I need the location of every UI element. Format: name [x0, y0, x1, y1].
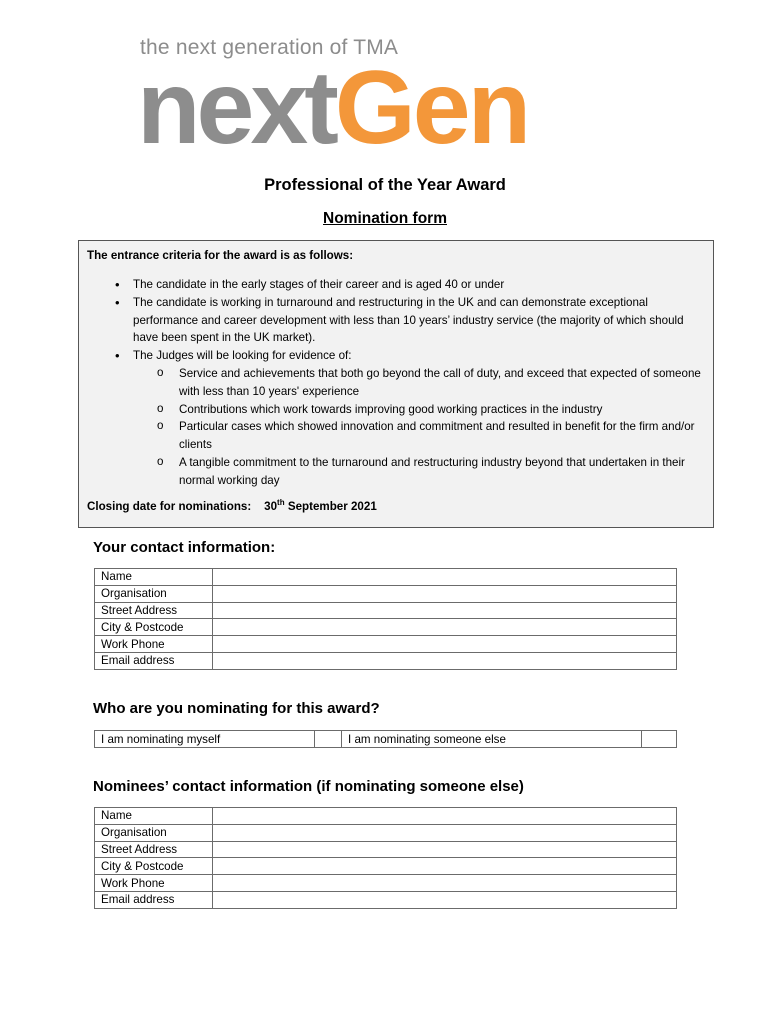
nominee-email-input[interactable]: [213, 891, 677, 908]
field-label: Email address: [95, 891, 213, 908]
evidence-item: o Particular cases which showed innovation and commitment and resulted in benefit for the firm and/or clients: [179, 418, 708, 454]
logo-wordmark: [137, 50, 529, 166]
criteria-item-text: The Judges will be looking for evidence of:: [133, 349, 352, 363]
nominee-organisation-input[interactable]: [213, 824, 677, 841]
contact-organisation-input[interactable]: [213, 585, 677, 602]
table-row: [95, 569, 677, 586]
field-label: Organisation: [95, 585, 213, 602]
table-row: [95, 731, 677, 748]
evidence-item: o Service and achievements that both go beyond the call of duty, and exceed that expected of someone with less than 10 years' experience: [179, 365, 708, 401]
table-row: [95, 891, 677, 908]
field-label: Organisation: [95, 824, 213, 841]
contact-city-input[interactable]: [213, 619, 677, 636]
closing-day: 30: [264, 500, 278, 513]
nominee-phone-input[interactable]: [213, 875, 677, 892]
field-label: Work Phone: [95, 875, 213, 892]
field-label: Work Phone: [95, 636, 213, 653]
nominate-other-checkbox[interactable]: [642, 731, 677, 748]
field-label: Name: [95, 569, 213, 586]
table-row: [95, 841, 677, 858]
page-title: Professional of the Year Award: [264, 176, 506, 194]
table-row: [95, 875, 677, 892]
table-row: [95, 619, 677, 636]
table-row: [95, 636, 677, 653]
nominating-heading: Who are you nominating for this award?: [93, 700, 380, 717]
nominee-table: [94, 807, 677, 909]
criteria-heading: The entrance criteria for the award is as follows:: [87, 249, 354, 262]
closing-suffix: th: [277, 498, 285, 508]
table-row: [95, 858, 677, 875]
evidence-item: o A tangible commitment to the turnaround and restructuring industry beyond that undertaken in their normal working day: [179, 454, 708, 490]
field-label: Name: [95, 808, 213, 825]
closing-label: Closing date for nominations:: [87, 500, 252, 513]
table-row: [95, 808, 677, 825]
field-label: Street Address: [95, 602, 213, 619]
evidence-item: o Contributions which work towards improving good working practices in the industry: [179, 401, 708, 419]
contact-heading: Your contact information:: [93, 539, 276, 556]
nominee-heading: Nominees’ contact information (if nominating someone else): [93, 778, 524, 795]
contact-table: [94, 568, 677, 670]
field-label: City & Postcode: [95, 619, 213, 636]
logo-word-gen: Gen: [334, 50, 529, 166]
closing-month-year: September 2021: [287, 500, 377, 513]
evidence-list: [133, 365, 708, 490]
table-row: [95, 585, 677, 602]
criteria-box: [78, 240, 714, 528]
field-label: City & Postcode: [95, 858, 213, 875]
logo-tagline: the next generation of TMA: [140, 36, 399, 59]
field-label: Email address: [95, 652, 213, 669]
nominee-street-input[interactable]: [213, 841, 677, 858]
nominate-other-label: I am nominating someone else: [342, 731, 642, 748]
nextgen-logo: [137, 36, 637, 166]
logo-word-next: next: [137, 50, 335, 166]
table-row: [95, 602, 677, 619]
contact-phone-input[interactable]: [213, 636, 677, 653]
criteria-item: • The candidate is working in turnaround and restructuring in the UK and can demonstrate exceptional performance and career development with less than 10 years’ industry service (the majority of which should have been spent in the UK market).: [133, 294, 708, 347]
contact-name-input[interactable]: [213, 569, 677, 586]
contact-street-input[interactable]: [213, 602, 677, 619]
criteria-item: • The candidate in the early stages of their career and is aged 40 or under: [133, 276, 708, 294]
table-row: [95, 652, 677, 669]
nominee-city-input[interactable]: [213, 858, 677, 875]
criteria-item: [133, 347, 708, 489]
closing-date: [87, 498, 377, 516]
nominate-self-label: I am nominating myself: [95, 731, 315, 748]
nominate-self-checkbox[interactable]: [315, 731, 342, 748]
field-label: Street Address: [95, 841, 213, 858]
nominating-choice-table: [94, 730, 677, 748]
contact-email-input[interactable]: [213, 652, 677, 669]
nominee-name-input[interactable]: [213, 808, 677, 825]
table-row: [95, 824, 677, 841]
criteria-list: [133, 276, 708, 490]
form-subtitle: Nomination form: [323, 210, 447, 227]
